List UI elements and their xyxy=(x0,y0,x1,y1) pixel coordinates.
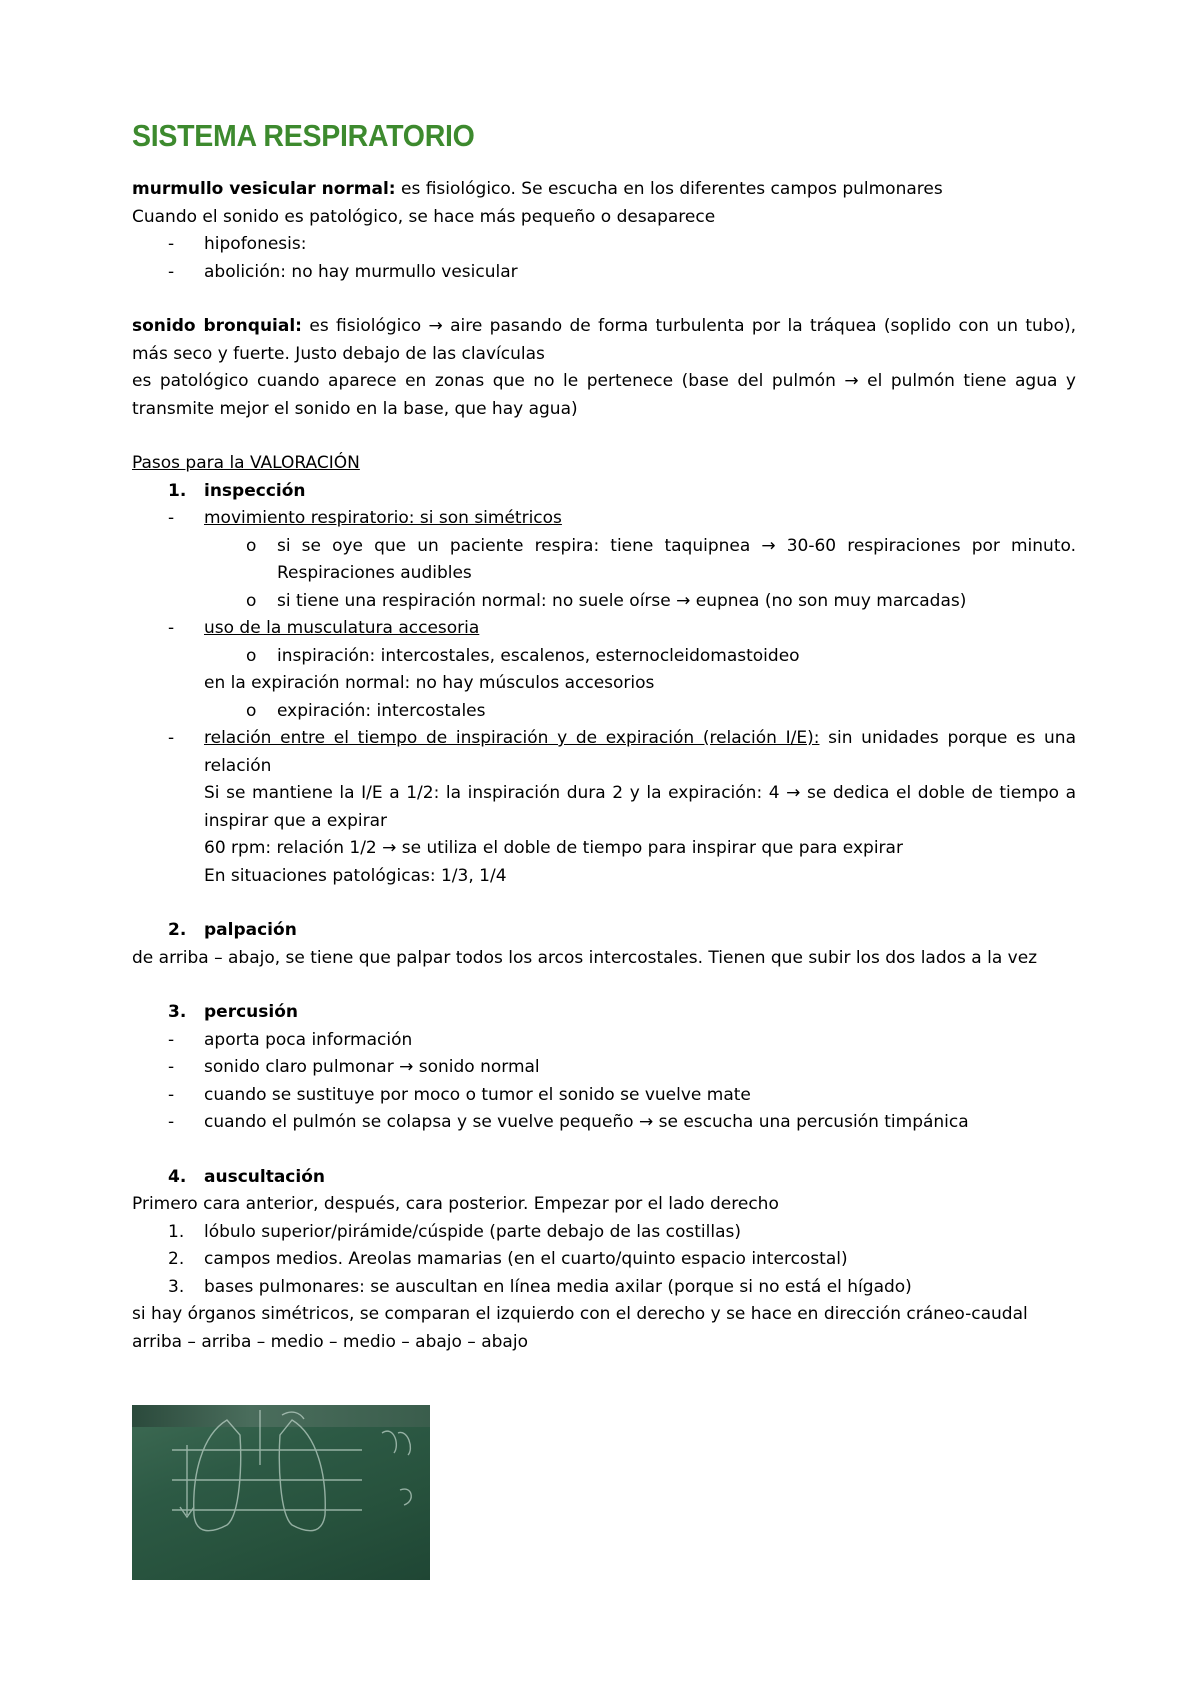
list-item: - aporta poca información xyxy=(168,1029,413,1050)
document-content xyxy=(132,116,1076,1356)
bronquial-paragraph: sonido bronquial: es fisiológico → aire pasando de forma turbulenta por la tráquea (soplido con un tubo), más seco y fuerte. Justo debajo de las clavículas xyxy=(132,316,1077,364)
list-item: - uso de la musculatura accesoria xyxy=(168,618,480,638)
section-inspeccion: 1. inspección xyxy=(168,480,306,501)
list-item: - abolición: no hay murmullo vesicular xyxy=(168,261,518,282)
list-item: o si se oye que un paciente respira: tiene taquipnea → 30-60 respiraciones por minuto. Respiraciones audibles xyxy=(246,535,1076,583)
murmullo-lead: murmullo vesicular normal: xyxy=(132,179,396,199)
list-item: 2. campos medios. Areolas mamarias (en el cuarto/quinto espacio intercostal) xyxy=(168,1249,848,1269)
blackboard-photo xyxy=(132,1405,430,1580)
relacion-line: En situaciones patológicas: 1/3, 1/4 xyxy=(204,865,507,886)
relacion-line: 60 rpm: relación 1/2 → se utiliza el doble de tiempo para inspirar que para expirar xyxy=(204,838,903,858)
list-item: 3. bases pulmonares: se auscultan en línea media axilar (porque si no está el hígado) xyxy=(168,1276,912,1297)
bronquial-paragraph-2: es patológico cuando aparece en zonas que no le pertenece (base del pulmón → el pulmón tiene agua y transmite mejor el sonido en la base, que hay agua) xyxy=(132,371,1076,419)
list-item: o si tiene una respiración normal: no suele oírse → eupnea (no son muy marcadas) xyxy=(246,590,967,611)
valoracion-heading: Pasos para la VALORACIÓN xyxy=(132,453,360,473)
murmullo-paragraph xyxy=(132,176,1076,204)
page-title: SISTEMA RESPIRATORIO xyxy=(132,118,475,153)
section-auscultacion: 4. auscultación xyxy=(168,1166,325,1187)
list-item: o expiración: intercostales xyxy=(246,700,486,721)
chalk-drawing xyxy=(132,1405,430,1580)
list-item: o inspiración: intercostales, escalenos, esternocleidomastoideo xyxy=(246,645,800,666)
section-palpacion: 2. palpación xyxy=(168,920,297,940)
bronquial-lead: sonido bronquial: xyxy=(132,316,302,336)
uso-note: en la expiración normal: no hay músculos accesorios xyxy=(204,673,655,693)
list-item: - hipofonesis: xyxy=(168,234,307,254)
auscultacion-intro: Primero cara anterior, después, cara posterior. Empezar por el lado derecho xyxy=(132,1194,779,1214)
auscultacion-sequence: arriba – arriba – medio – medio – abajo – abajo xyxy=(132,1331,528,1352)
auscultacion-outro: si hay órganos simétricos, se comparan el izquierdo con el derecho y se hace en dirección cráneo-caudal xyxy=(132,1304,1028,1324)
section-percusion: 3. percusión xyxy=(168,1002,298,1022)
list-item: - cuando el pulmón se colapsa y se vuelve pequeño → se escucha una percusión timpánica xyxy=(168,1112,969,1132)
palpacion-text: de arriba – abajo, se tiene que palpar todos los arcos intercostales. Tienen que subir los dos lados a la vez xyxy=(132,947,1038,968)
list-item: - movimiento respiratorio: si son simétricos xyxy=(168,508,562,528)
list-item: - relación entre el tiempo de inspiración y de expiración (relación I/E): sin unidades porque es una relación xyxy=(168,728,1076,776)
murmullo-text: es fisiológico. Se escucha en los diferentes campos pulmonares xyxy=(395,179,943,199)
list-item: 1. lóbulo superior/pirámide/cúspide (parte debajo de las costillas) xyxy=(168,1221,742,1242)
list-item: - cuando se sustituye por moco o tumor el sonido se vuelve mate xyxy=(168,1084,751,1105)
list-item: - sonido claro pulmonar → sonido normal xyxy=(168,1057,540,1077)
murmullo-line2: Cuando el sonido es patológico, se hace más pequeño o desaparece xyxy=(132,206,716,227)
relacion-line: Si se mantiene la I/E a 1/2: la inspiración dura 2 y la expiración: 4 → se dedica el doble de tiempo a inspirar que a expirar xyxy=(204,783,1076,831)
